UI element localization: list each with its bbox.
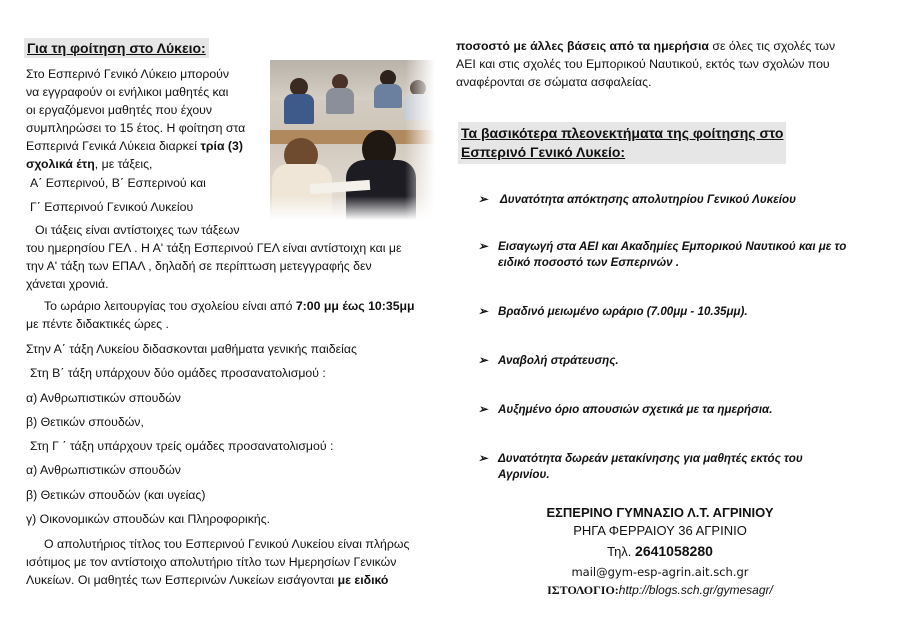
advantage-item: ➢ Δυνατότητα δωρεάν μετακίνησης για μαθητές εκτός του Αγρινίου. xyxy=(478,452,803,481)
subject-line: Στη Β΄ τάξη υπάρχουν δύο ομάδες προσανατολισμού : xyxy=(30,366,326,380)
phone-line: Τηλ. 2641058280 xyxy=(607,543,713,559)
classes-line-2: Γ΄ Εσπερινού Γενικού Λυκείου xyxy=(30,200,194,214)
equiv-line: χάνεται χρονιά. xyxy=(26,277,109,291)
school-address: ΡΗΓΑ ΦΕΡΡΑΙΟΥ 36 ΑΓΡΙΝΙΟ xyxy=(573,523,747,538)
subject-line: α) Ανθρωπιστικών σπουδών xyxy=(26,463,181,477)
equiv-line: του ημερησίου ΓΕΛ . Η Α' τάξη Εσπερινού ΓΕΛ είναι αντίστοιχη και με xyxy=(26,241,402,255)
phone-number: 2641058280 xyxy=(635,543,713,559)
hours-line: με πέντε διδακτικές ώρες . xyxy=(26,317,169,331)
diploma-line: ισότιμος με τον αντίστοιχο απολυτήριο τίτλο των Ημερησίων Γενικών xyxy=(26,555,397,569)
arrow-bullet-icon: ➢ xyxy=(478,403,488,416)
classroom-photo xyxy=(270,60,435,220)
advantage-item: ➢ Δυνατότητα απόκτησης απολυτηρίου Γενικού Λυκείου xyxy=(478,193,796,206)
continuation-line: ποσοστό με άλλες βάσεις από τα ημερήσια σε όλες τις σχολές των xyxy=(456,39,836,53)
subject-line: γ) Οικονομικών σπουδών και Πληροφορικής. xyxy=(26,512,271,526)
subject-line: β) Θετικών σπουδών (και υγείας) xyxy=(26,488,206,502)
diploma-paragraph xyxy=(26,535,456,589)
intro-line: σχολικά έτη, με τάξεις, xyxy=(26,157,153,171)
advantage-item: ➢ Εισαγωγή στα ΑΕΙ και Ακαδημίες Εμπορικού Ναυτικού και με το ειδικό ποσοστό των Εσπερινών . xyxy=(478,240,847,269)
contact-block xyxy=(500,504,820,599)
intro-line: να εγγραφούν οι ενήλικοι μαθητές και xyxy=(26,85,229,99)
continuation-paragraph xyxy=(456,37,876,91)
left-heading: Για τη φοίτηση στο Λύκειο: xyxy=(24,38,209,58)
hours-line: Το ωράριο λειτουργίας του σχολείου είναι από 7:00 μμ έως 10:35μμ xyxy=(44,299,415,313)
email-link[interactable]: mail@gym-esp-agrin.ait.sch.gr xyxy=(571,565,749,579)
classes-line-1: Α΄ Εσπερινού, Β΄ Εσπερινού και xyxy=(30,176,206,190)
diploma-line: Ο απολυτήριος τίτλος του Εσπερινού Γενικού Λυκείου είναι πλήρως xyxy=(44,537,410,551)
subject-line: Στην Α΄ τάξη Λυκείου διδασκονται μαθήματα γενικής παιδείας xyxy=(26,342,357,356)
hours-paragraph xyxy=(26,297,446,333)
arrow-bullet-icon: ➢ xyxy=(478,354,488,367)
school-name: ΕΣΠΕΡΙΝΟ ΓΥΜΝΑΣΙΟ Λ.Τ. ΑΓΡΙΝΙΟΥ xyxy=(546,505,774,520)
continuation-line: ΑΕΙ και στις σχολές του Εμπορικού Ναυτικού, εκτός των σχολών που xyxy=(456,57,830,71)
intro-line: Εσπερινά Γενικά Λύκεια διαρκεί τρία (3) xyxy=(26,139,243,153)
intro-paragraph xyxy=(26,65,266,173)
subject-line: β) Θετικών σπουδών, xyxy=(26,415,144,429)
arrow-bullet-icon: ➢ xyxy=(478,240,488,253)
advantages-heading: Τα βασικότερα πλεονεκτήματα της φοίτησης στο Εσπερινό Γενικό Λυκείο: xyxy=(458,122,786,164)
subject-line: α) Ανθρωπιστικών σπουδών xyxy=(26,391,181,405)
arrow-bullet-icon: ➢ xyxy=(478,452,488,465)
continuation-line: αναφέρονται σε σώματα ασφαλείας. xyxy=(456,75,652,89)
subject-line: Στη Γ ΄ τάξη υπάρχουν τρείς ομάδες προσανατολισμού : xyxy=(30,439,334,453)
diploma-line: Λυκείων. Οι μαθητές των Εσπερινών Λυκείων εισάγονται με ειδικό xyxy=(26,573,389,587)
advantage-item: ➢ Αναβολή στράτευσης. xyxy=(478,354,619,367)
arrow-bullet-icon: ➢ xyxy=(478,193,488,206)
intro-line: Στο Εσπερινό Γενικό Λύκειο μπορούν xyxy=(26,67,230,81)
advantage-item: ➢ Αυξημένο όριο απουσιών σχετικά με τα ημερήσια. xyxy=(478,403,773,416)
equiv-paragraph xyxy=(26,239,446,293)
advantage-item: ➢ Βραδινό μειωμένο ωράριο (7.00μμ - 10.35μμ). xyxy=(478,305,748,318)
equiv-line-1: Οι τάξεις είναι αντίστοιχες των τάξεων xyxy=(35,223,240,237)
arrow-bullet-icon: ➢ xyxy=(478,305,488,318)
blog-link[interactable]: http://blogs.sch.gr/gymesagr/ xyxy=(618,583,773,597)
intro-line: οι εργαζόμενοι μαθητές που έχουν xyxy=(26,103,213,117)
equiv-line: την Α' τάξη των ΕΠΑΛ , δηλαδή σε περίπτωση μετεγγραφής δεν xyxy=(26,259,372,273)
intro-line: συμπληρώσει το 15 έτος. Η φοίτηση στα xyxy=(26,121,246,135)
blog-line: ΙΣΤΟΛΟΓΙΟ:http://blogs.sch.gr/gymesagr/ xyxy=(547,583,773,597)
